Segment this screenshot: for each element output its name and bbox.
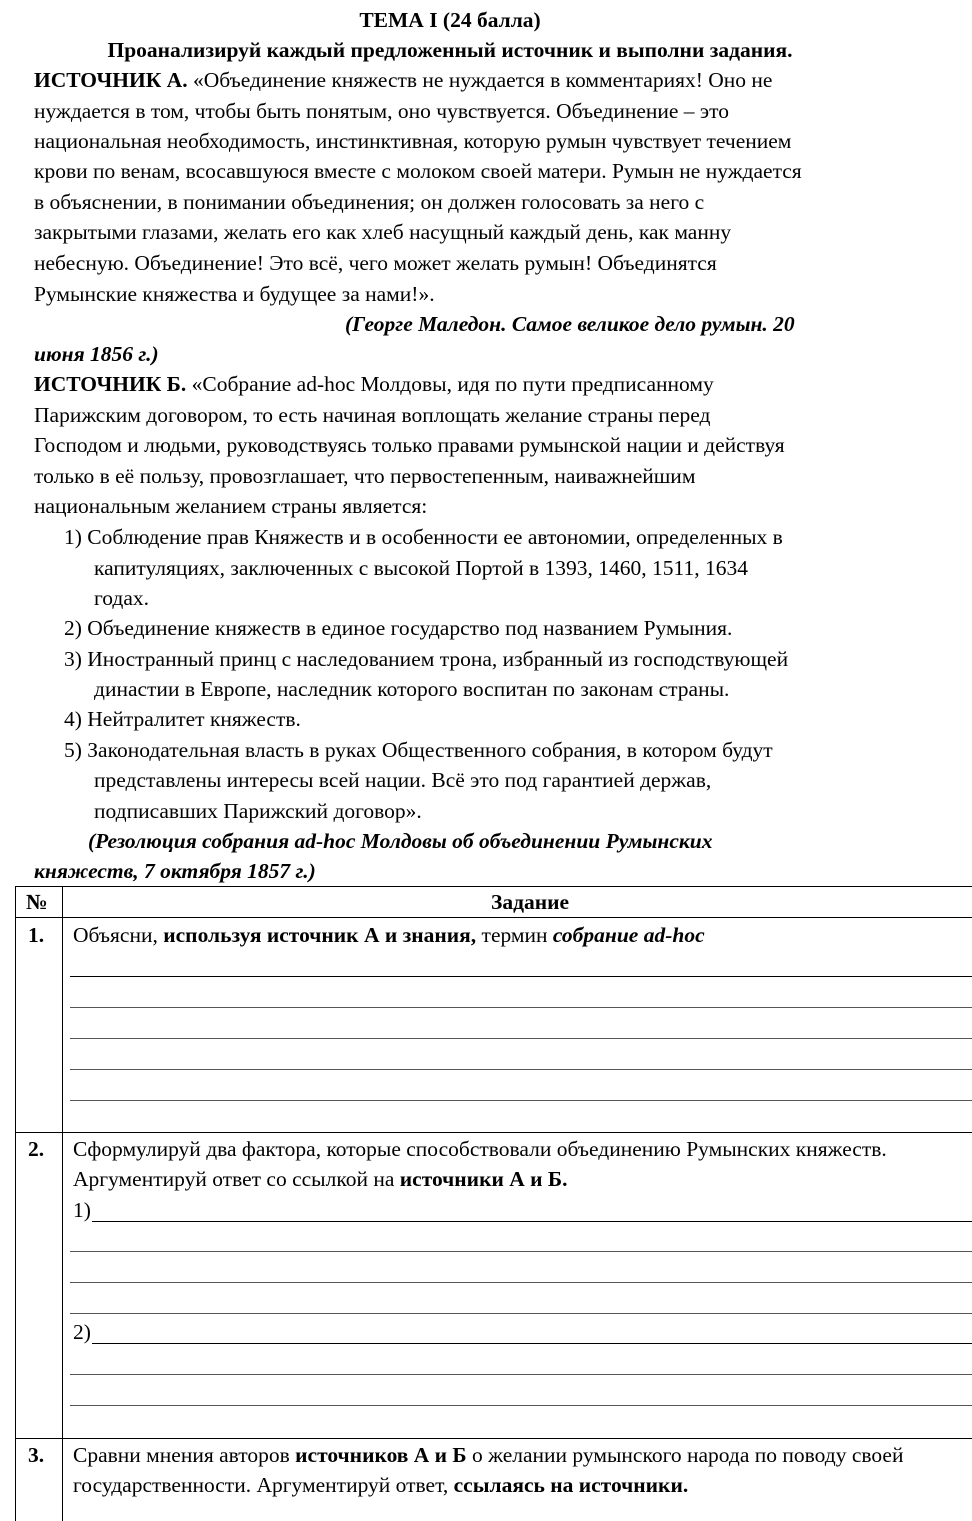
answer-line-2-4[interactable] [70, 1313, 972, 1314]
source-b-line-1: ИСТОЧНИК Б. «Собрание ad-hoc Молдовы, идя по пути предписанному [34, 372, 714, 396]
list-item-5-cont: представлены интересы всей нации. Всё это под гарантией держав, [94, 768, 712, 792]
answer-line-1-1[interactable] [70, 976, 972, 977]
answer-line-2-5[interactable] [92, 1343, 972, 1344]
source-a-line-2: нуждается в том, чтобы быть понятым, оно чувствуется. Объединение – это [34, 99, 730, 123]
list-item-1-cont: капитуляциях, заключенных с высокой Портой в 1393, 1460, 1511, 1634 [94, 556, 748, 580]
answer-line-2-3[interactable] [70, 1282, 972, 1283]
source-a-citation-cont: июня 1856 г.) [34, 342, 159, 366]
row-1-task: Объясни, используя источник А и знания, термин собрание ad-hoc [73, 923, 705, 947]
source-a-line-7: небесную. Объединение! Это всё, чего может желать румын! Объединятся [34, 251, 717, 275]
answer-label-1: 1) [73, 1198, 91, 1222]
source-a-line-6: закрытыми глазами, желать его как хлеб насущный каждый день, как манну [34, 220, 732, 244]
source-a-line-1: ИСТОЧНИК А. «Объединение княжеств не нуждается в комментариях! Оно не [34, 68, 773, 92]
list-item-3: 3) Иностранный принц с наследованием трона, избранный из господствующей [64, 647, 789, 671]
row-2-task-line-1: Сформулируй два фактора, которые способствовали объединению Румынских княжеств. [73, 1137, 887, 1161]
instruction: Проанализируй каждый предложенный источник и выполни задания. [107, 38, 793, 62]
list-item-3-cont: династии в Европе, наследник которого воспитан по законам страны. [94, 677, 730, 701]
source-b-line-3: Господом и людьми, руководствуясь только правами румынской нации и действуя [34, 433, 785, 457]
table-row-divider-2 [15, 1438, 972, 1439]
answer-line-2-7[interactable] [70, 1405, 972, 1406]
answer-line-1-4[interactable] [70, 1069, 972, 1070]
list-item-2: 2) Объединение княжеств в единое государство под названием Румыния. [64, 616, 733, 640]
answer-label-2: 2) [73, 1320, 91, 1344]
table-column-divider [62, 886, 63, 1521]
source-b-line-4: только в её пользу, провозглашает, что первостепенным, наиважнейшим [34, 464, 696, 488]
source-b-citation-cont: княжеств, 7 октября 1857 г.) [34, 859, 316, 883]
row-3-num: 3. [28, 1443, 45, 1467]
answer-line-2-1[interactable] [92, 1221, 972, 1222]
row-2-num: 2. [28, 1137, 45, 1161]
row-3-task-line-1: Сравни мнения авторов источников А и Б о желании румынского народа по поводу своей [73, 1443, 904, 1467]
source-a-line-4: крови по венам, всосавшуюся вместе с молоком своей матери. Румын не нуждается [34, 159, 802, 183]
list-item-1: 1) Соблюдение прав Княжеств и в особенности ее автономии, определенных в [64, 525, 783, 549]
row-2-task-line-2: Аргументируй ответ со ссылкой на источники А и Б. [73, 1167, 568, 1191]
table-row-divider-1 [15, 1132, 972, 1133]
answer-line-1-3[interactable] [70, 1038, 972, 1039]
row-3-task-line-2: государственности. Аргументируй ответ, ссылаясь на источники. [73, 1473, 689, 1497]
source-b-label: ИСТОЧНИК Б. [34, 372, 187, 396]
answer-line-1-5[interactable] [70, 1100, 972, 1101]
table-header-num: № [26, 890, 48, 914]
table-header-task: Задание [491, 890, 570, 914]
list-item-1-cont2: годах. [94, 586, 150, 610]
source-a-line-5: в объяснении, в понимании объединения; он должен голосовать за него с [34, 190, 705, 214]
page-title: ТЕМА I (24 балла) [359, 8, 541, 32]
answer-line-1-2[interactable] [70, 1007, 972, 1008]
source-b-line-2: Парижским договором, то есть начиная воплощать желание страны перед [34, 403, 711, 427]
table-header-divider [15, 917, 972, 918]
answer-line-2-6[interactable] [70, 1374, 972, 1375]
row-1-num: 1. [28, 923, 45, 947]
source-a-label: ИСТОЧНИК А. [34, 68, 188, 92]
source-a-line-3: национальная необходимость, инстинктивная, которую румын чувствует течением [34, 129, 792, 153]
source-b-line-5: национальным желанием страны является: [34, 494, 428, 518]
table-border-left [15, 886, 16, 1521]
answer-line-2-2[interactable] [70, 1251, 972, 1252]
source-a-line-8: Румынские княжества и будущее за нами!». [34, 282, 435, 306]
source-b-citation: (Резолюция собрания ad-hoc Молдовы об объединении Румынских [88, 829, 713, 853]
list-item-4: 4) Нейтралитет княжеств. [64, 707, 301, 731]
source-a-citation: (Георге Маледон. Самое великое дело румын. 20 [345, 312, 795, 336]
list-item-5-cont2: подписавших Парижский договор». [94, 799, 422, 823]
list-item-5: 5) Законодательная власть в руках Общественного собрания, в котором будут [64, 738, 773, 762]
